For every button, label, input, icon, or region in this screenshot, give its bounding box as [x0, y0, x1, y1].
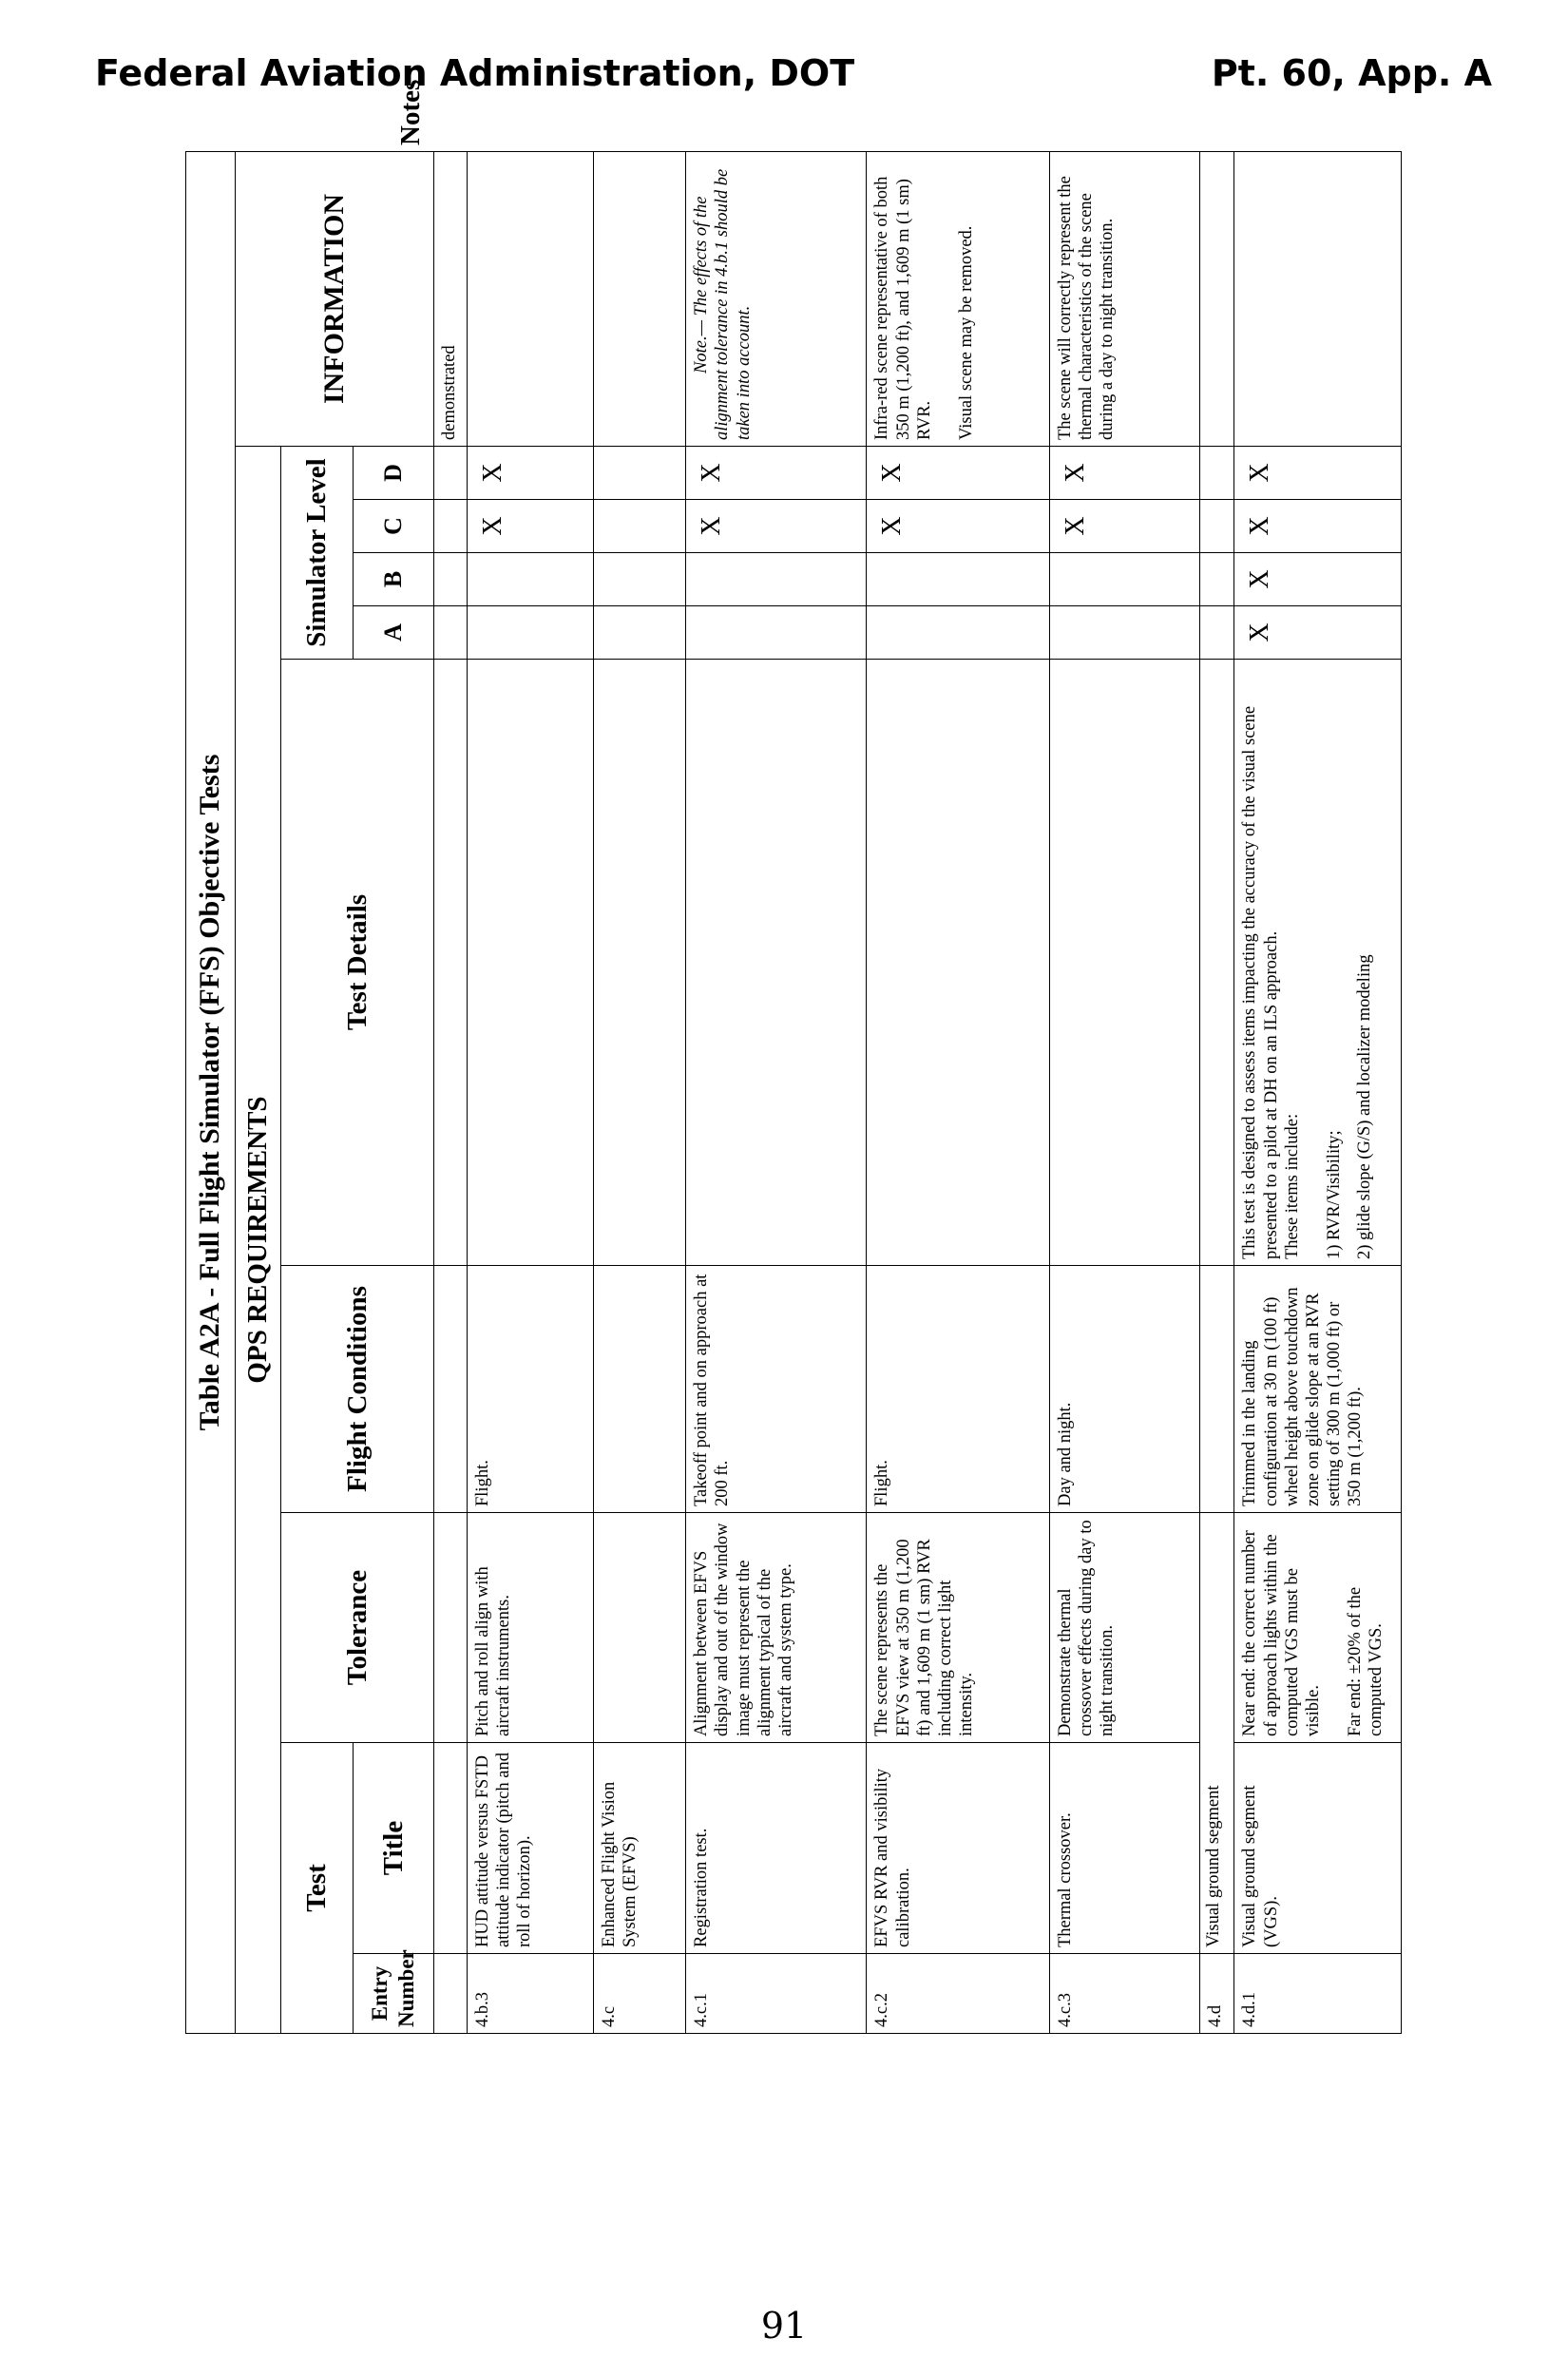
level-a-mark [686, 606, 867, 660]
level-a-mark [1200, 606, 1234, 660]
test-details-item-1: 1) RVR/Visibility; [1324, 1130, 1344, 1259]
table-row [867, 151, 1049, 2033]
test-title: Thermal crossover. [1049, 1743, 1200, 1954]
test-details-item-2: 2) glide slope (G/S) and localizer modeling [1355, 954, 1375, 1259]
level-a-mark [1049, 606, 1200, 660]
test-details-intro: This test is designed to assess items impacting the accuracy of the visual scene presented to a pilot at DH on an ILS approach. [1240, 705, 1281, 1259]
level-c-mark [433, 500, 467, 553]
entry-number: 4.c [593, 1954, 685, 2034]
level-b-header: B [354, 553, 433, 606]
level-d-mark [593, 447, 685, 500]
rotated-table [185, 79, 1402, 2034]
flight-conditions [433, 1266, 467, 1513]
test-details [1200, 660, 1234, 1266]
alignment-note: Note.— The effects of the alignment tolerance in 4.b.1 should be taken into account. [692, 168, 754, 440]
entry-number: 4.c.3 [1049, 1954, 1200, 2034]
flight-conditions: Day and night. [1049, 1266, 1200, 1513]
level-c-mark: X [1234, 500, 1402, 553]
level-b-mark: X [1234, 553, 1402, 606]
tolerance: Alignment between EFVS display and out of the window image must represent the alignment typical of the aircraft and system type. [686, 1513, 867, 1743]
visual-scene-note: Visual scene may be removed. [957, 225, 976, 440]
entry-number: 4.b.3 [467, 1954, 593, 2034]
test-title: Visual ground segment (VGS). [1234, 1743, 1402, 1954]
level-a-mark [593, 606, 685, 660]
level-c-mark: X [867, 500, 1049, 553]
test-details [1234, 660, 1402, 1266]
level-b-mark [686, 553, 867, 606]
entry-number-header: Entry Number [354, 1954, 433, 2034]
notes [686, 151, 867, 446]
level-d-mark: X [867, 447, 1049, 500]
qps-requirements-label: QPS REQUIREMENTS [235, 447, 280, 2034]
level-d-mark: X [1049, 447, 1200, 500]
table-row [433, 151, 467, 2033]
section-title: Visual ground segment [1200, 1513, 1234, 1954]
test-title: Registration test. [686, 1743, 867, 1954]
tolerance: The scene represents the EFVS view at 350 m (1,200 ft) and 1,609 m (1 sm) RVR including correct light intensity. [867, 1513, 1049, 1743]
page-number: 91 [760, 2305, 808, 2347]
notes [867, 151, 1049, 446]
notes: The scene will correctly represent the thermal characteristics of the scene during a day to night transition. [1049, 151, 1200, 446]
notes [1234, 151, 1402, 446]
test-details-header: Test Details [281, 660, 433, 1266]
tolerance [593, 1513, 685, 1743]
notes [593, 151, 685, 446]
level-a-mark [467, 606, 593, 660]
far-end-tolerance: Far end: ±20% of the computed VGS. [1346, 1586, 1386, 1736]
level-a-mark: X [1234, 606, 1402, 660]
flight-conditions: Flight. [467, 1266, 593, 1513]
test-header: Test [281, 1743, 354, 2034]
entry-number: 4.d.1 [1234, 1954, 1402, 2034]
table-row [1049, 151, 1200, 2033]
level-a-mark [433, 606, 467, 660]
infrared-note: Infra-red scene representative of both 350 m (1,200 ft), and 1,609 m (1 sm) RVR. [872, 176, 934, 440]
level-b-mark [867, 553, 1049, 606]
flight-conditions-header: Flight Conditions [281, 1266, 433, 1513]
test-details [433, 660, 467, 1266]
table-title: Table A2A - Full Flight Simulator (FFS) Objective Tests [186, 151, 236, 2033]
level-d-mark: X [686, 447, 867, 500]
level-c-header: C [354, 500, 433, 553]
entry-number: 4.c.1 [686, 1954, 867, 2034]
table-row [593, 151, 685, 2033]
test-details [593, 660, 685, 1266]
level-c-mark: X [686, 500, 867, 553]
entry-number: 4.d [1200, 1954, 1234, 2034]
level-d-header: D [354, 447, 433, 500]
test-details [1049, 660, 1200, 1266]
test-title: EFVS RVR and visibility calibration. [867, 1743, 1049, 1954]
level-c-mark: X [1049, 500, 1200, 553]
level-d-mark [433, 447, 467, 500]
tolerance-header: Tolerance [281, 1513, 433, 1743]
level-b-mark [1049, 553, 1200, 606]
level-d-mark: X [1234, 447, 1402, 500]
level-b-mark [433, 553, 467, 606]
simulator-level-header: Simulator Level [281, 447, 354, 660]
entry-number: 4.c.2 [867, 1954, 1049, 2034]
level-a-mark [867, 606, 1049, 660]
level-d-mark [1200, 447, 1234, 500]
flight-conditions [593, 1266, 685, 1513]
section-title: Enhanced Flight Vision System (EFVS) [593, 1743, 685, 1954]
flight-conditions: Takeoff point and on approach at 200 ft. [686, 1266, 867, 1513]
tolerance [1234, 1513, 1402, 1743]
notes: demonstrated [433, 151, 467, 446]
notes [467, 151, 593, 446]
table-row [1234, 151, 1402, 2033]
flight-conditions [1200, 1266, 1234, 1513]
tolerance: Demonstrate thermal crossover effects during day to night transition. [1049, 1513, 1200, 1743]
level-c-mark: X [467, 500, 593, 553]
flight-conditions: Flight. [867, 1266, 1049, 1513]
title-header: Title [354, 1743, 433, 1954]
notes [1200, 151, 1234, 446]
level-a-header: A [354, 606, 433, 660]
tolerance: Pitch and roll align with aircraft instruments. [467, 1513, 593, 1743]
table-row [467, 151, 593, 2033]
test-details-items-label: These items include: [1282, 1113, 1302, 1259]
level-c-mark [1200, 500, 1234, 553]
level-c-mark [593, 500, 685, 553]
level-b-mark [467, 553, 593, 606]
qps-table: Table A2A - Full Flight Simulator (FFS) Objective Tests QPS REQUIREMENTS INFORMATION Test Tolerance Flight Conditions Test Details Simulator Level Entry Number Title A B C D Notes demonstrated 4.b.3 HUD attitude versus FSTD attitude indicator (pitch and roll of horizon). Pitch and roll align with aircraft instruments. Flight. X X 4.c Enhanced Flight Vision System (EFVS) 4.c.1 Registration test. Alignment between EFVS display and out of the window image must represent the alignment typical of the aircraft and system type. Takeoff point and on approach at 200 ft. X X Note.— The effects of the alignment tolerance in 4.b.1 should be taken into account. 4.c.2 EFVS RVR and visibility calibration. The scene represents the EFVS view at 350 m (1,200 ft) and 1,609 m (1 sm) RVR including correct light intensity. Flight. X X Infra-red scene representative of both 350 m (1,200 ft), and 1,609 m (1 sm) RVR. Visual scene may be removed. 4.c.3 Thermal crossover. Demonstrate thermal crossover effects during day to night transition. Day and night. X X The scene will correctly represent the thermal characteristics of the scene during a day to night transition. 4.d Visual ground segment 4.d.1 Visual ground segment (VGS). Near end: the correct number of approach lights within the computed VGS must be visible. Far end: ±20% of the computed VGS. Trimmed in the landing configuration at 30 m (100 ft) wheel height above touchdown zone on glide slope at an RVR setting of 300 m (1,000 ft) or 350 m (1,200 ft). This test is designed to assess items impacting the accuracy of the visual scene presented to a pilot at DH on an ILS approach. These items include: 1) RVR/Visibility; 2) glide slope (G/S) and localizer modeling X X X X [185, 151, 1402, 2034]
rotated-table-container [185, 79, 1402, 2034]
test-details [686, 660, 867, 1266]
entry-number [433, 1954, 467, 2034]
test-title [433, 1743, 467, 1954]
running-header-left: Federal Aviation Administration, DOT [95, 52, 855, 94]
information-label: INFORMATION [235, 151, 433, 446]
test-details [867, 660, 1049, 1266]
level-d-mark: X [467, 447, 593, 500]
near-end-tolerance: Near end: the correct number of approach lights within the computed VGS must be visible. [1240, 1530, 1323, 1736]
test-details [467, 660, 593, 1266]
test-title: HUD attitude versus FSTD attitude indicator (pitch and roll of horizon). [467, 1743, 593, 1954]
table-row [686, 151, 867, 2033]
table-row [1200, 151, 1234, 2033]
level-b-mark [1200, 553, 1234, 606]
running-header-right: Pt. 60, App. A [1211, 52, 1492, 94]
tolerance [433, 1513, 467, 1743]
level-b-mark [593, 553, 685, 606]
flight-conditions: Trimmed in the landing configuration at 30 m (100 ft) wheel height above touchdown zone on glide slope at an RVR setting of 300 m (1,000 ft) or 350 m (1,200 ft). [1234, 1266, 1402, 1513]
